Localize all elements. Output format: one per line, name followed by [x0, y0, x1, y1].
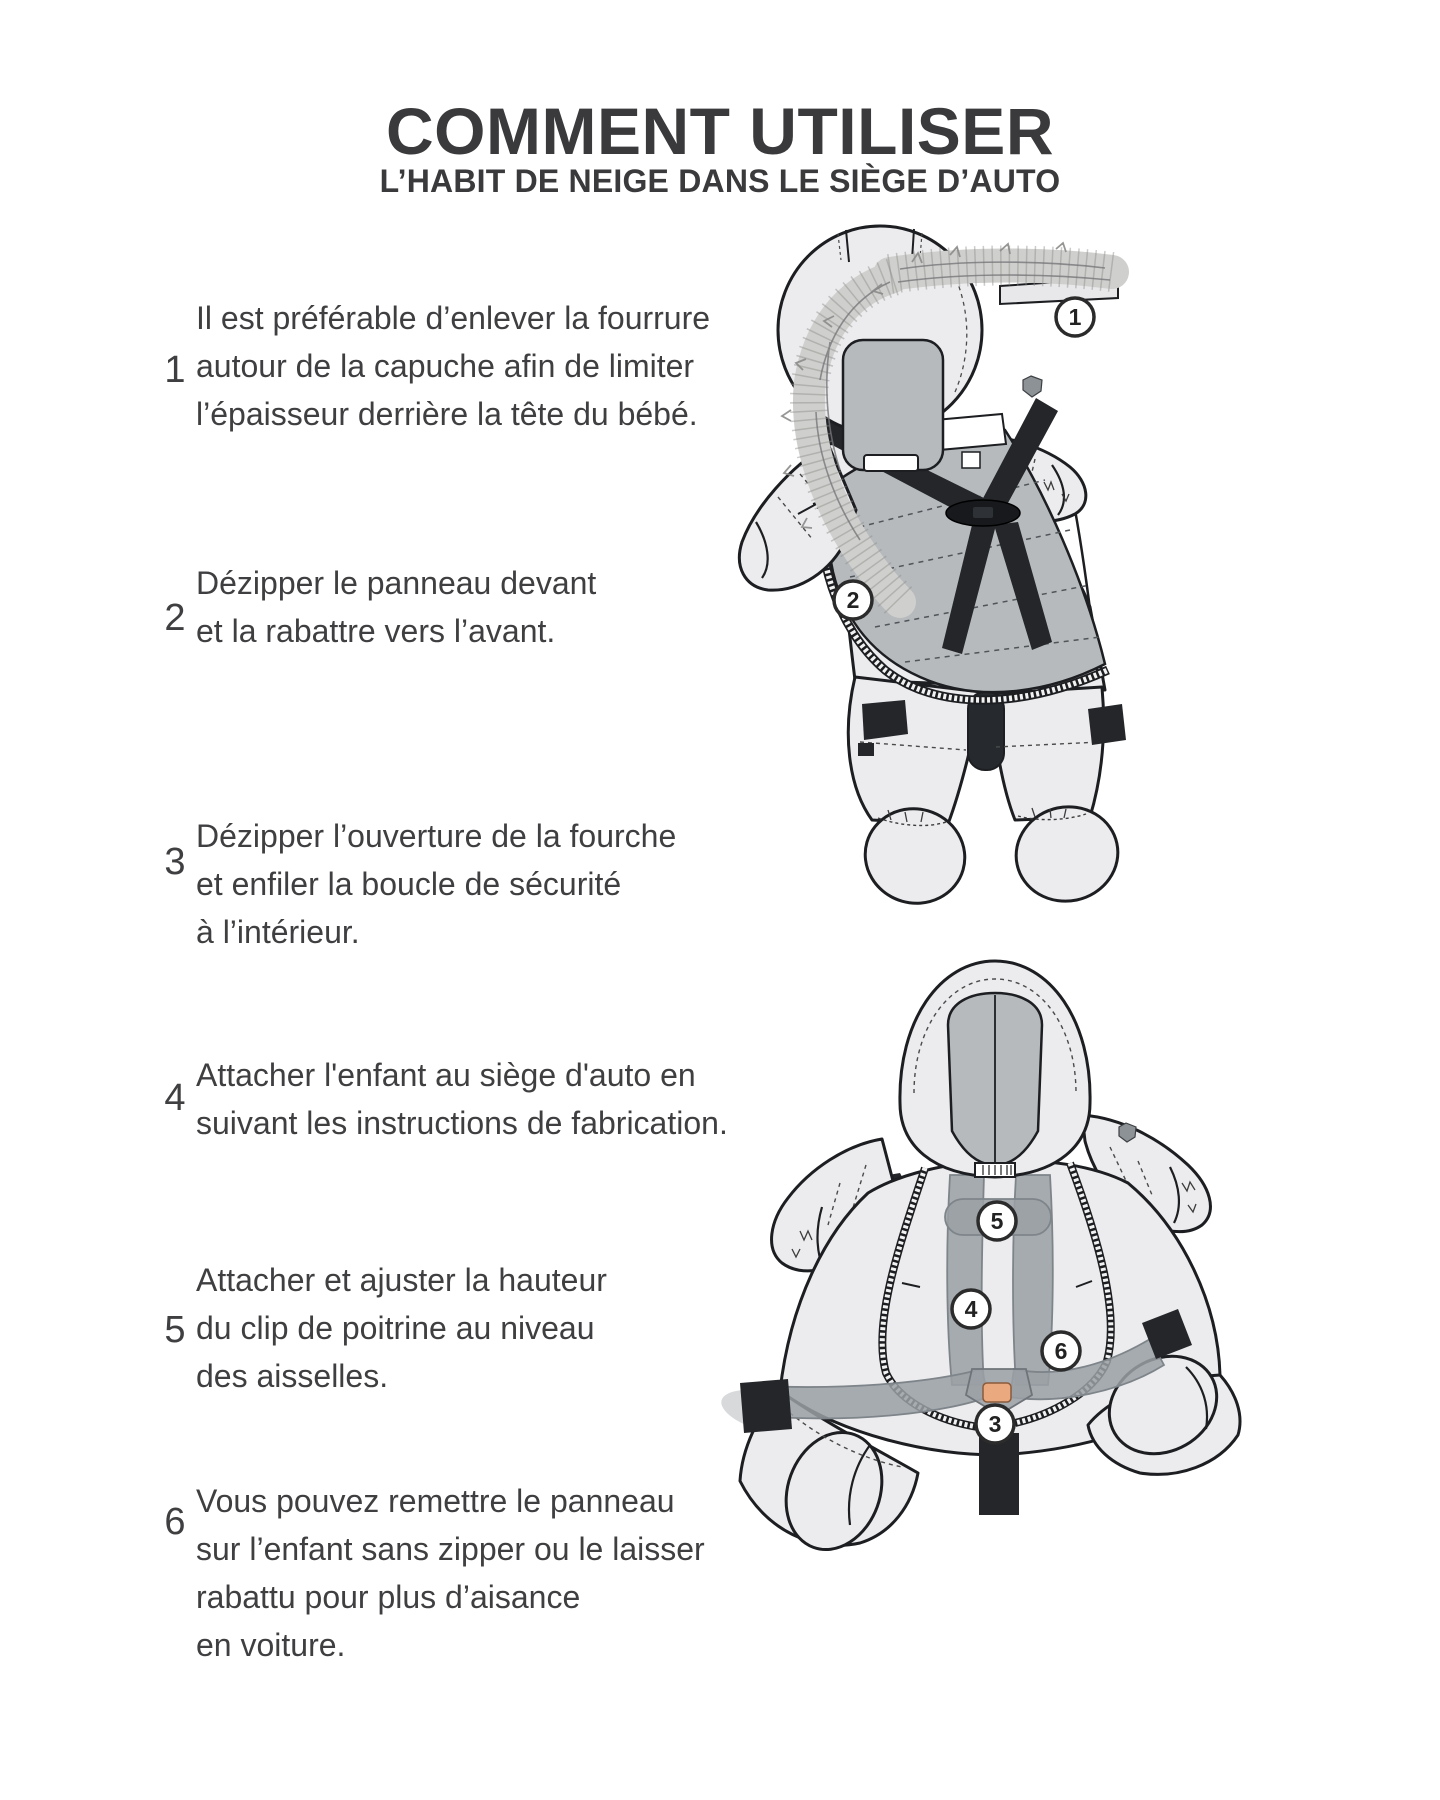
- step-6-line: Vous pouvez remettre le panneau: [196, 1483, 675, 1519]
- hip-anchor-left: [740, 1379, 792, 1433]
- step-5-text: [196, 1256, 607, 1400]
- step-1-text: [196, 294, 710, 438]
- hood-opening: [843, 340, 943, 470]
- hip-strap-right: [1088, 704, 1126, 745]
- callout-6: [1042, 1332, 1080, 1370]
- step-3-line: Dézipper l’ouverture de la fourche: [196, 818, 677, 854]
- step-3-number: 3: [164, 841, 186, 883]
- hood: [900, 961, 1090, 1177]
- step-4-number: 4: [164, 1077, 186, 1119]
- step-1-number: 1: [164, 349, 186, 391]
- page-subtitle: L’HABIT DE NEIGE DANS LE SIÈGE D’AUTO: [379, 163, 1061, 199]
- crotch-strap: [979, 1433, 1019, 1515]
- step-2-line: Dézipper le panneau devant: [196, 565, 597, 601]
- step-5-line: des aisselles.: [196, 1358, 389, 1394]
- chin-guard: [864, 455, 918, 471]
- svg-text:6: 6: [1054, 1338, 1068, 1364]
- step-1-line: Il est préférable d’enlever la fourrure: [196, 300, 711, 336]
- callout-4: [952, 1290, 990, 1328]
- step-2-number: 2: [164, 597, 186, 639]
- step-5-line: Attacher et ajuster la hauteur: [196, 1262, 607, 1298]
- step-5-line: du clip de poitrine au niveau: [196, 1310, 595, 1346]
- svg-text:5: 5: [990, 1208, 1004, 1234]
- step-2-line: et la rabattre vers l’avant.: [196, 613, 556, 649]
- svg-text:2: 2: [846, 587, 860, 613]
- step-4-line: suivant les instructions de fabrication.: [196, 1105, 728, 1141]
- buckle-release-button: [983, 1383, 1011, 1402]
- callout-5: [978, 1202, 1016, 1240]
- hip-strap-left: [862, 700, 908, 740]
- snowsuit-seated-illustration: [630, 943, 1270, 1603]
- page-title: COMMENT UTILISER: [386, 94, 1054, 168]
- step-3-line: à l’intérieur.: [196, 914, 360, 950]
- step-6-line: en voiture.: [196, 1627, 346, 1663]
- step-2-text: [196, 559, 596, 655]
- snowsuit-legs: [848, 677, 1126, 912]
- step-6-line: rabattu pour plus d’aisance: [196, 1579, 581, 1615]
- step-6-number: 6: [164, 1501, 186, 1543]
- step-6-line: sur l’enfant sans zipper ou le laisser: [196, 1531, 705, 1567]
- step-3-line: et enfiler la boucle de sécurité: [196, 866, 622, 902]
- svg-text:1: 1: [1068, 304, 1082, 330]
- snowsuit-front-illustration: [650, 222, 1130, 912]
- step-1-line: autour de la capuche afin de limiter: [196, 348, 695, 384]
- step-6-text: [196, 1477, 705, 1669]
- callout-1: [1056, 298, 1094, 336]
- chest-buckle-button: [973, 507, 993, 518]
- step-4-line: Attacher l'enfant au siège d'auto en: [196, 1057, 696, 1093]
- step-5-number: 5: [164, 1309, 186, 1351]
- page-header: [0, 96, 1440, 198]
- callout-2: [834, 581, 872, 619]
- step-1-line: l’épaisseur derrière la tête du bébé.: [196, 396, 698, 432]
- svg-text:4: 4: [964, 1296, 978, 1322]
- step-3-text: [196, 812, 676, 956]
- brand-shield-icon: [1023, 376, 1042, 397]
- callout-3: [976, 1405, 1014, 1443]
- svg-text:3: 3: [988, 1411, 1002, 1437]
